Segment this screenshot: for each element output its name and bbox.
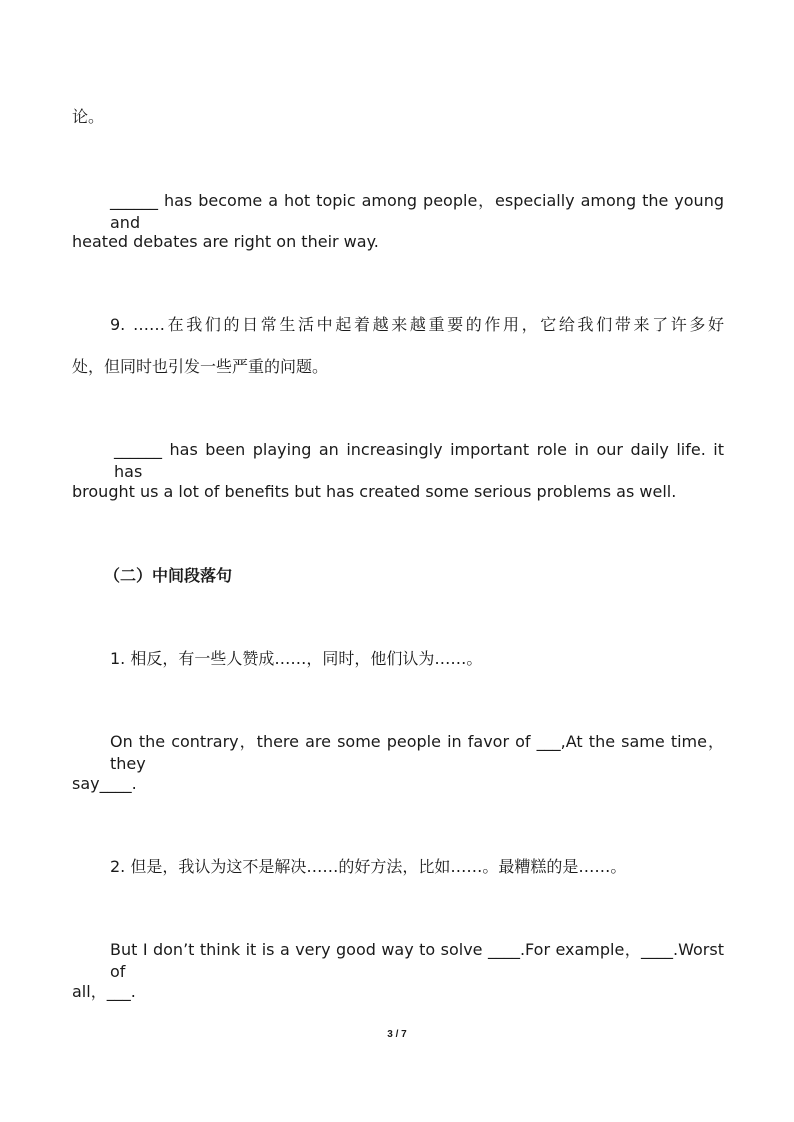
text-line-6: ______ has been playing an increasingly important role in our daily life. it has [114,440,724,481]
page-number: 3 / 7 [387,1029,407,1040]
text-line-13: But I don’t think it is a very good way to solve ____.For example，____.Worst of [110,940,724,981]
text-line-3: heated debates are right on their way. [72,232,379,251]
text-line-5: 处，但同时也引发一些严重的问题。 [72,357,329,376]
text-line-2: ______ has become a hot topic among people，especially among the young and [110,191,724,232]
text-line-1: 论。 [72,107,105,126]
text-line-7: brought us a lot of benefits but has created some serious problems as well. [72,482,677,501]
text-line-4: 9. ……在我们的日常生活中起着越来越重要的作用，它给我们带来了许多好 [110,315,724,334]
text-line-12: 2. 但是，我认为这不是解决……的好方法，比如……。最糟糕的是……。 [110,857,627,876]
text-line-14: all，___. [72,982,136,1001]
text-line-9: 1. 相反，有一些人赞成……，同时，他们认为……。 [110,649,483,668]
text-line-11: say____. [72,774,137,793]
section-heading: （二）中间段落句 [104,566,233,585]
text-line-10: On the contrary，there are some people in favor of ___,At the same time，they [110,732,724,773]
